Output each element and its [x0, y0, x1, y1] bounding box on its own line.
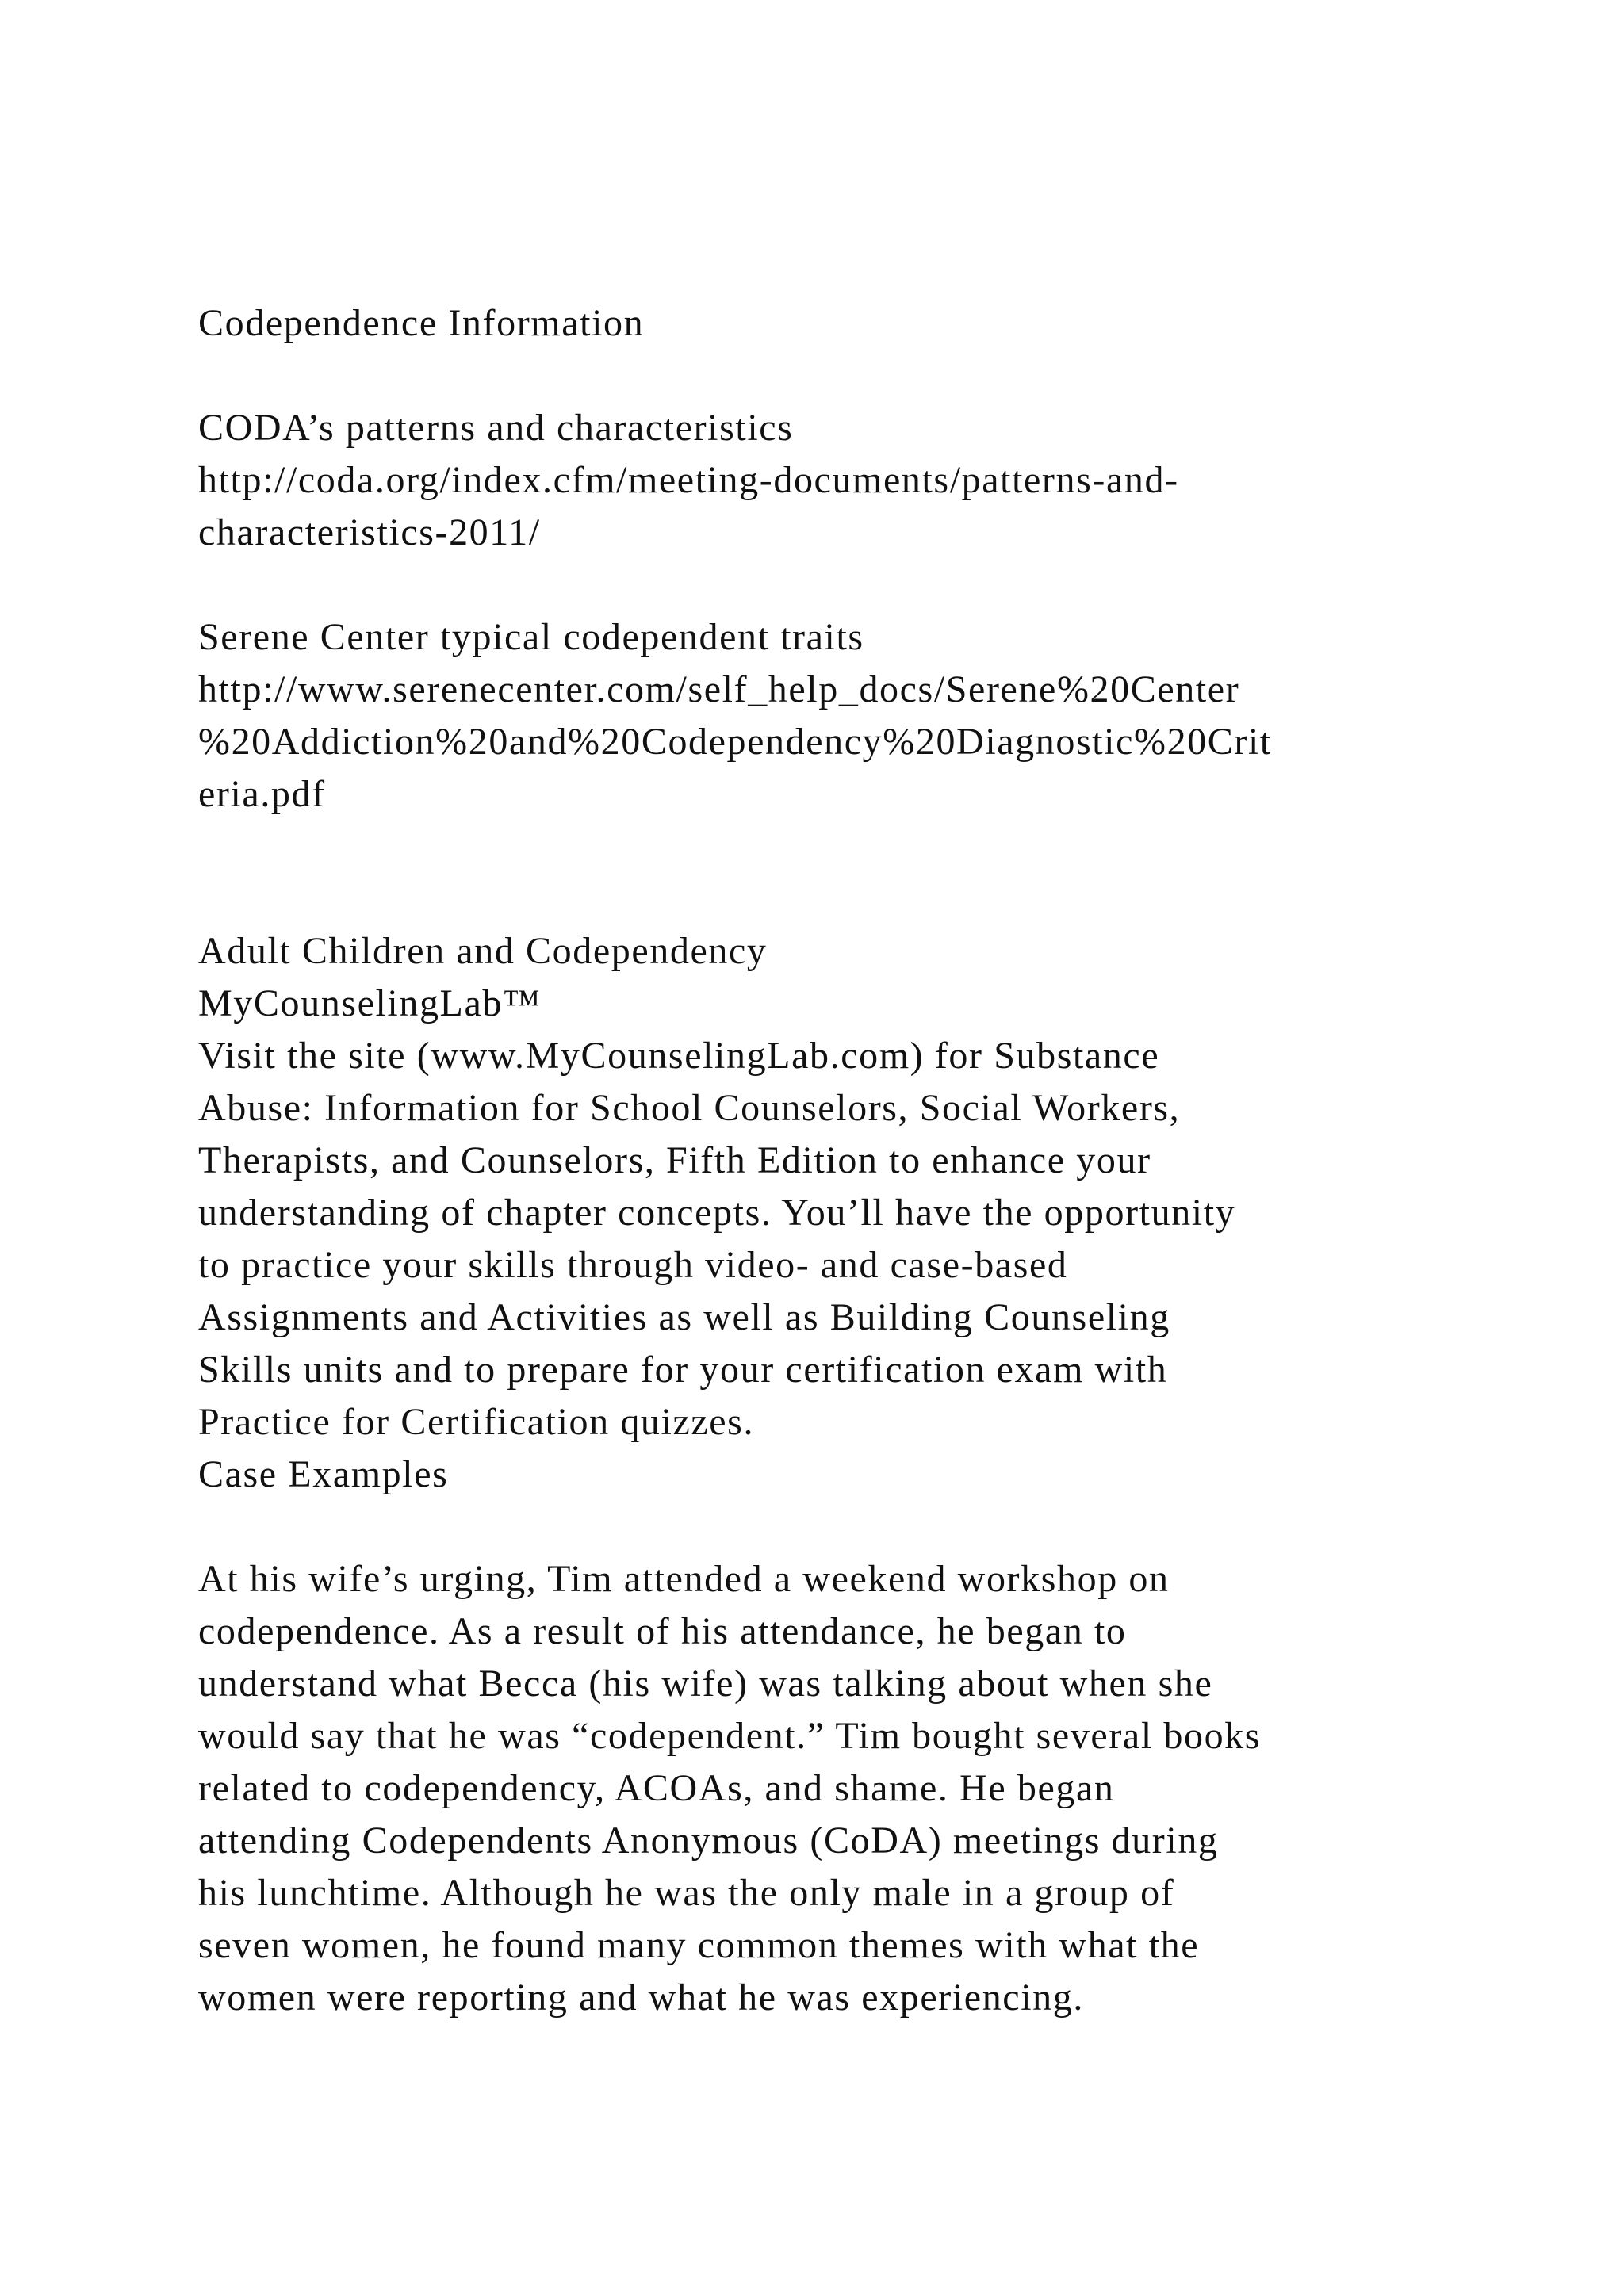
case-example-body-line: At his wife’s urging, Tim attended a weekend workshop on — [198, 1558, 1170, 1600]
spacer — [198, 559, 1435, 611]
serene-url-line-2: %20Addiction%20and%20Codependency%20Diagnostic%20Crit — [198, 721, 1272, 763]
adult-children-body-line: Therapists, and Counselors, Fifth Edition to enhance your — [198, 1139, 1151, 1181]
serene-heading: Serene Center typical codependent traits — [198, 616, 864, 658]
spacer — [198, 873, 1435, 925]
adult-children-body-line: Practice for Certification quizzes. — [198, 1401, 755, 1443]
case-example-body-line: codependence. As a result of his attendance, he began to — [198, 1610, 1127, 1652]
adult-children-body-line: Abuse: Information for School Counselors, Social Workers, — [198, 1087, 1181, 1129]
document-title: Codependence Information — [198, 302, 645, 344]
adult-children-body-line: understanding of chapter concepts. You’ll have the opportunity — [198, 1192, 1236, 1234]
coda-url-line-2: characteristics-2011/ — [198, 511, 541, 553]
adult-children-body-line: Visit the site (www.MyCounselingLab.com) for Substance — [198, 1035, 1160, 1077]
case-example-body-line: would say that he was “codependent.” Tim bought several books — [198, 1715, 1262, 1757]
spacer — [198, 1501, 1435, 1553]
adult-children-body-line: Assignments and Activities as well as Building Counseling — [198, 1296, 1170, 1338]
coda-heading: CODA’s patterns and characteristics — [198, 407, 794, 449]
brand-name: MyCounselingLab™ — [198, 982, 542, 1024]
serene-url-line-1: http://www.serenecenter.com/self_help_docs/Serene%20Center — [198, 668, 1240, 710]
case-example-body-line: related to codependency, ACOAs, and shame. He began — [198, 1767, 1115, 1809]
spacer — [198, 821, 1435, 873]
serene-url-line-3: eria.pdf — [198, 773, 326, 815]
spacer — [198, 350, 1435, 402]
case-example-body-line: women were reporting and what he was experiencing. — [198, 1976, 1084, 2019]
case-example-body-line: understand what Becca (his wife) was talking about when she — [198, 1663, 1213, 1705]
adult-children-body-line: Skills units and to prepare for your certification exam with — [198, 1349, 1168, 1391]
adult-children-heading: Adult Children and Codependency — [198, 930, 768, 972]
case-example-body-line: his lunchtime. Although he was the only male in a group of — [198, 1872, 1175, 1914]
coda-url-line-1: http://coda.org/index.cfm/meeting-documents/patterns-and- — [198, 459, 1179, 501]
case-examples-heading: Case Examples — [198, 1453, 449, 1495]
document-text — [198, 297, 1435, 2024]
adult-children-body-line: to practice your skills through video- and case-based — [198, 1244, 1068, 1286]
case-example-body-line: attending Codependents Anonymous (CoDA) meetings during — [198, 1820, 1219, 1862]
case-example-body-line: seven women, he found many common themes with what the — [198, 1924, 1200, 1966]
